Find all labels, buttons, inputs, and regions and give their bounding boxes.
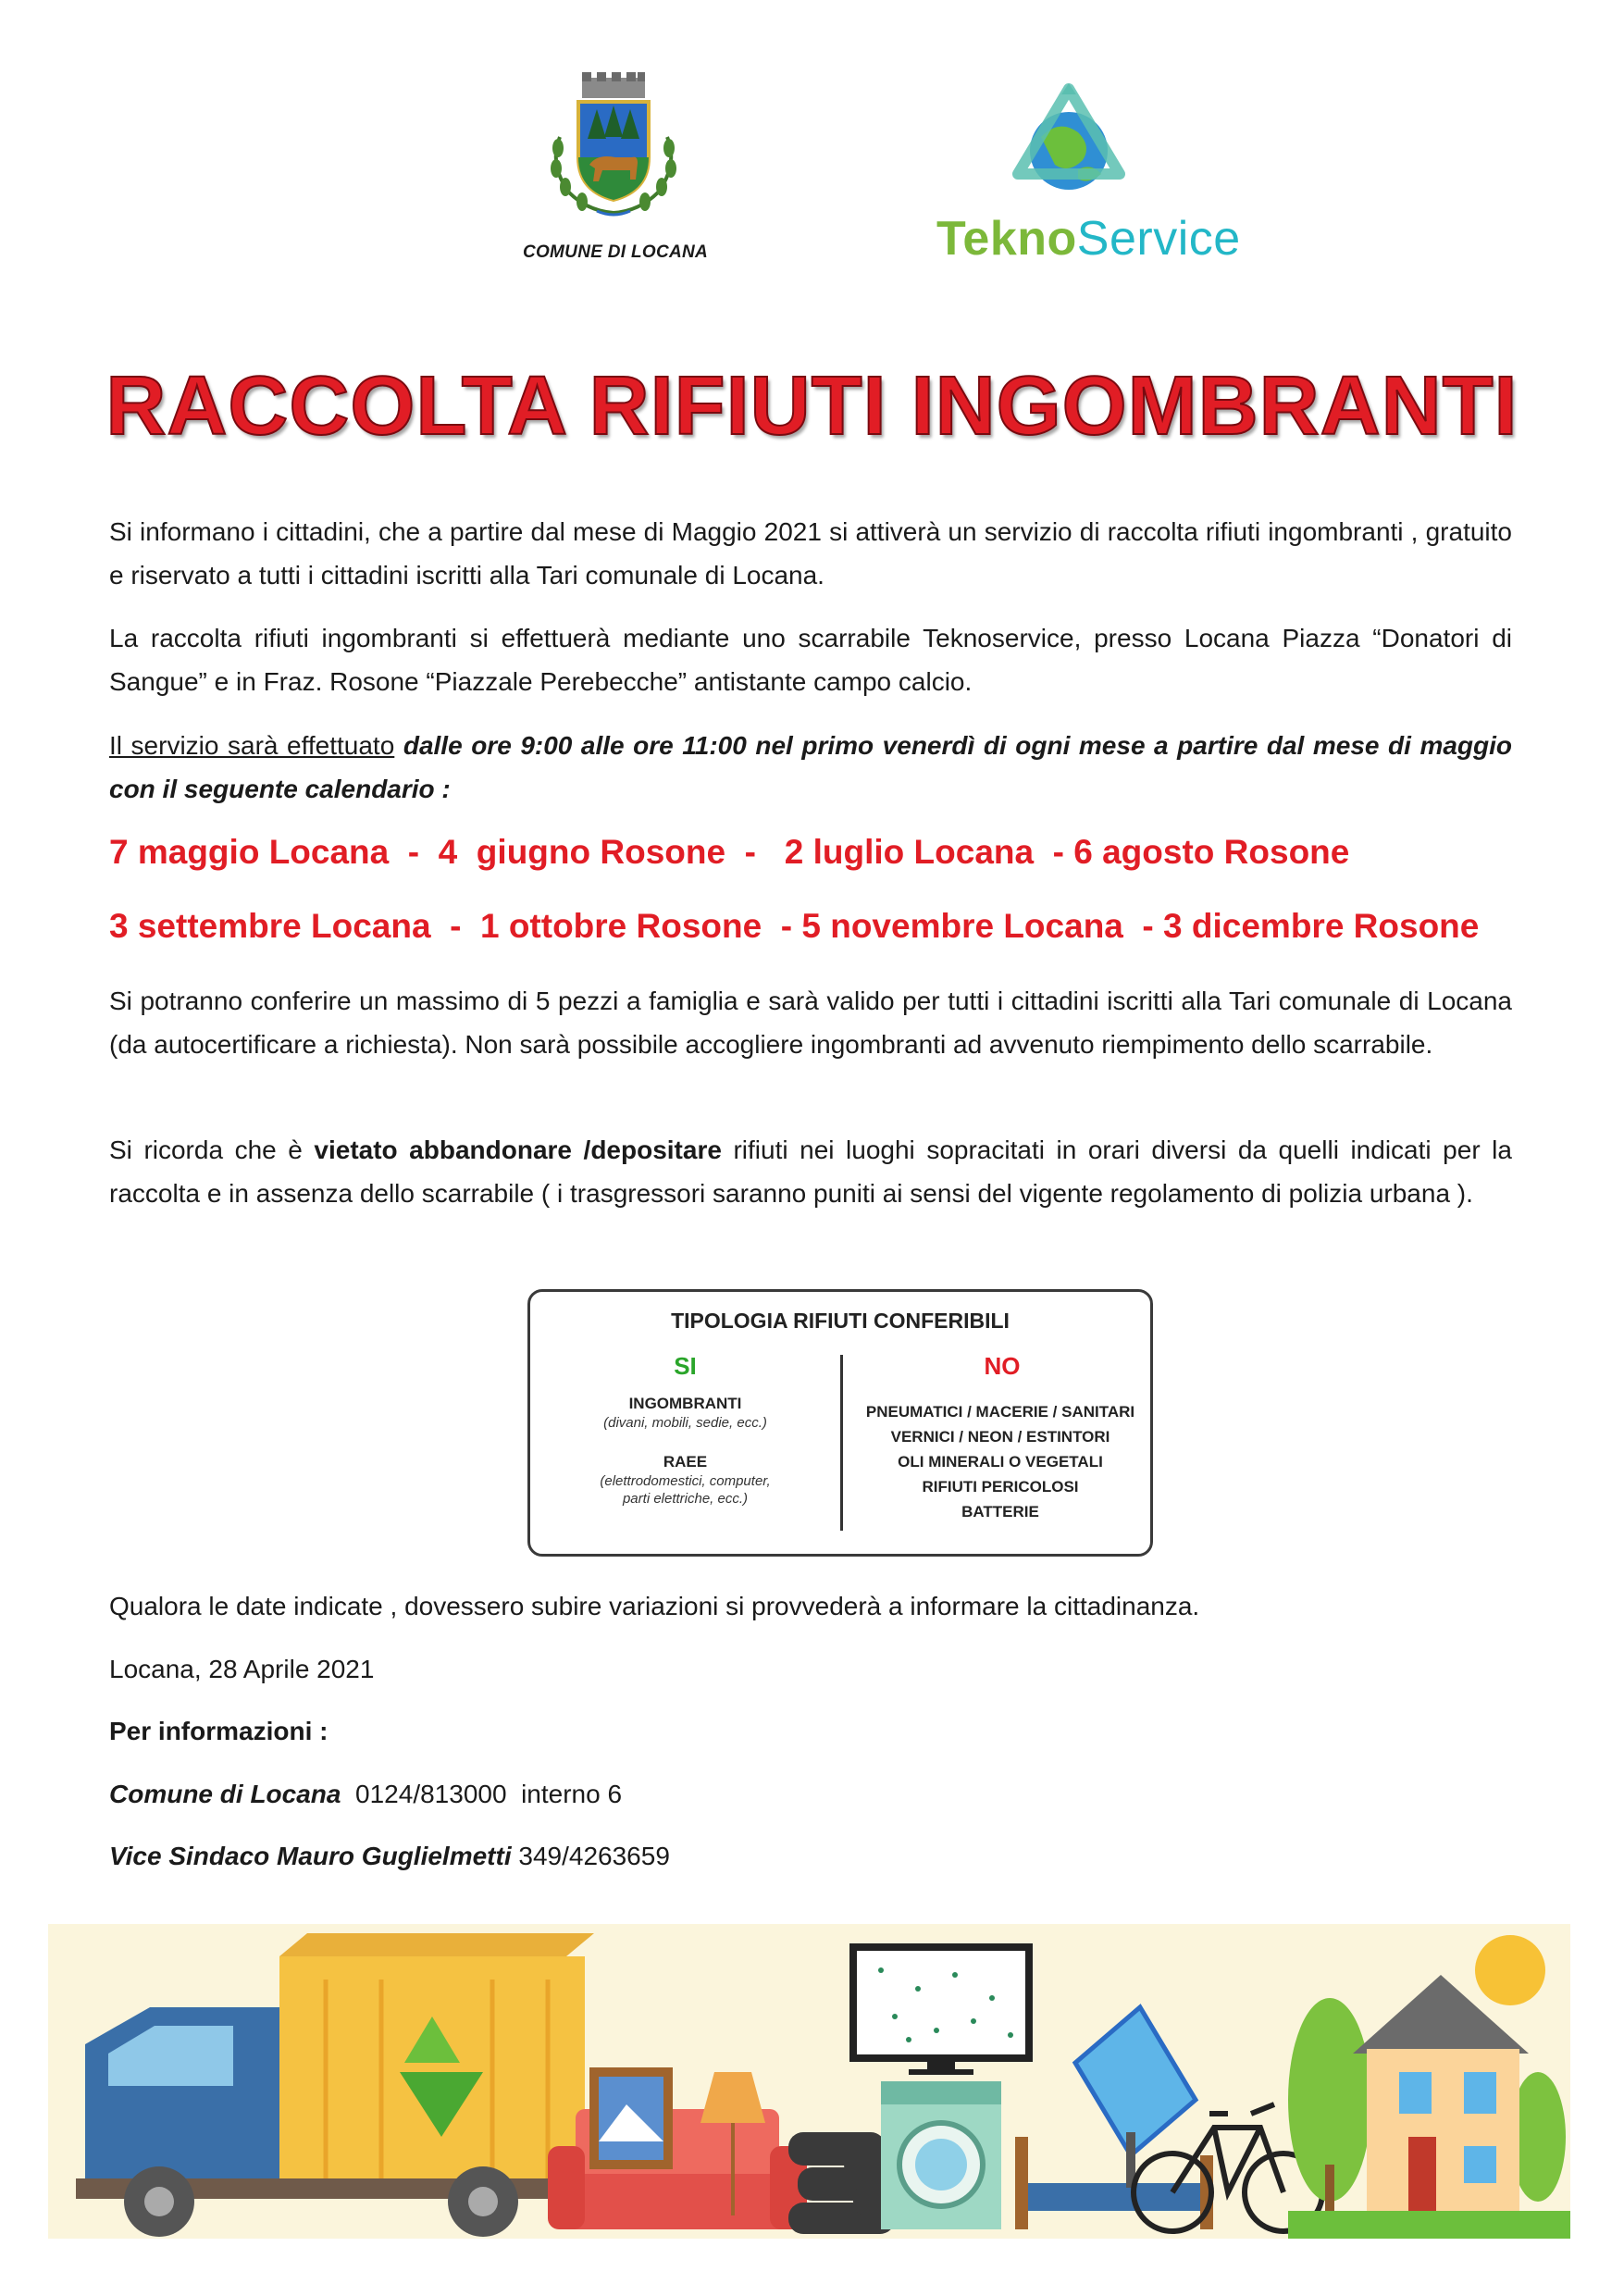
bulky-waste-illustration bbox=[48, 1924, 1570, 2239]
date-line: Locana, 28 Aprile 2021 bbox=[109, 1655, 375, 1683]
contact-vice-sindaco: Vice Sindaco Mauro Guglielmetti 349/4263659 bbox=[109, 1842, 670, 1870]
list-item: OLI MINERALI O VEGETALI bbox=[898, 1453, 1103, 1471]
waste-table-title: TIPOLOGIA RIFIUTI CONFERIBILI bbox=[671, 1309, 1010, 1333]
list-item: RIFIUTI PERICOLOSI bbox=[922, 1478, 1079, 1496]
service-paragraph bbox=[109, 724, 1512, 811]
page-title: RACCOLTA RIFIUTI INGOMBRANTI bbox=[105, 360, 1519, 453]
comune-crest-logo bbox=[541, 72, 686, 220]
list-item: VERNICI / NEON / ESTINTORI bbox=[890, 1428, 1110, 1446]
washing-machine-icon bbox=[881, 2081, 1001, 2229]
waste-types-table bbox=[527, 1289, 1153, 1557]
list-item: PNEUMATICI / MACERIE / SANITARI bbox=[865, 1403, 1135, 1421]
comune-label: COMUNE DI LOCANA bbox=[522, 242, 709, 262]
teknoservice-wordmark: TeknoService bbox=[936, 212, 1241, 266]
warning-paragraph: Si ricorda che è vietato abbandonare /depositare rifiuti nei luoghi sopracitati in orari diversi da quelli indicati per la raccolta e in assenza dello scarrabile ( i trasgressori saranno puniti ai sensi del vigente regolamento di polizia urbana ). bbox=[109, 1136, 1512, 1208]
allowed-list: INGOMBRANTI (divani, mobili, sedie, ecc.) RAEE (elettrodomestici, computer, parti elettriche, ecc.) bbox=[600, 1395, 771, 1507]
table-divider bbox=[840, 1355, 843, 1531]
location-paragraph: La raccolta rifiuti ingombranti si effettuerà mediante uno scarrabile Teknoservice, presso Locana Piazza “Donatori di Sangue” e in Fraz. Rosone “Piazzale Perebecche” antistante campo calcio. bbox=[109, 624, 1512, 696]
allowed-header: SI bbox=[674, 1352, 697, 1380]
not-allowed-header: NO bbox=[984, 1352, 1021, 1380]
list-item: BATTERIE bbox=[961, 1503, 1039, 1520]
calendar-line-1: 7 maggio Locana - 4 giugno Rosone - 2 luglio Locana - 6 agosto Rosone bbox=[109, 833, 1350, 871]
limit-paragraph: Si potranno conferire un massimo di 5 pezzi a famiglia e sarà valido per tutti i cittadini iscritti alla Tari comunale di Locana (da autocertificare a richiesta). Non sarà possibile accogliere ingombranti ad avvenuto riempimento dello scarrabile. bbox=[109, 987, 1512, 1059]
calendar-line-2: 3 settembre Locana - 1 ottobre Rosone - 5 novembre Locana - 3 dicembre Rosone bbox=[109, 907, 1480, 945]
warning-bold: vietato abbandonare /depositare bbox=[314, 1136, 722, 1164]
closing-paragraph: Qualora le date indicate , dovessero subire variazioni si provvederà a informare la cittadinanza. bbox=[109, 1592, 1200, 1620]
tv-icon bbox=[853, 1947, 1029, 2075]
not-allowed-list bbox=[852, 1399, 1148, 1524]
service-underlined: Il servizio sarà effettuato bbox=[109, 731, 395, 760]
service-schedule: dalle ore 9:00 alle ore 11:00 nel primo venerdì di ogni mese a partire dal mese di maggio con il seguente calendario : bbox=[109, 731, 1513, 803]
info-heading: Per informazioni : bbox=[109, 1717, 329, 1745]
contact-comune: Comune di Locana 0124/813000 interno 6 bbox=[109, 1780, 623, 1808]
intro-paragraph: Si informano i cittadini, che a partire dal mese di Maggio 2021 si attiverà un servizio di raccolta rifiuti ingombranti , gratuito e riservato a tutti i cittadini iscritti alla Tari comunale di Locana. bbox=[109, 517, 1512, 590]
